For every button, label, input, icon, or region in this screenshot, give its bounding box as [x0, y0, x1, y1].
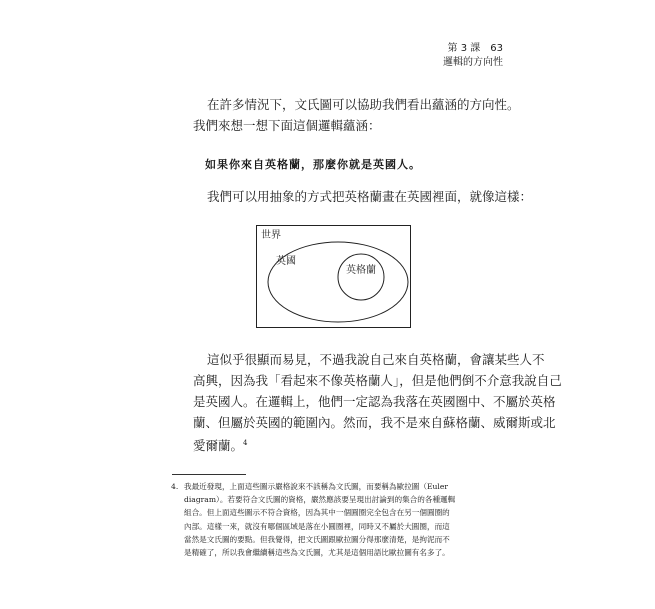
paragraph-line-4: 蘭、但屬於英國的範圍內。然而，我不是來自蘇格蘭、威爾斯或北 [193, 415, 556, 430]
chapter-label: 第 3 課 [447, 43, 481, 54]
footnote-line-2: diagram）。若要符合文氏圖的資格，嚴然應該要呈現出討論到的集合的各種邏輯 [184, 495, 456, 505]
footnote-line-4: 內部。這樣一來，就沒有哪個區域是落在小圓圈裡，同時又不屬於大圓圈，而這 [184, 521, 450, 531]
footnote-line-5: 當然是文氏圖的要點。但我覺得，把文氏圖跟歐拉圖分得那麼清楚，是拘泥而不 [184, 534, 450, 544]
uk-ellipse [268, 242, 408, 322]
paragraph-line-3: 是英國人。在邏輯上，他們一定認為我落在英國圈中、不屬於英格 [193, 394, 556, 409]
world-label: 世界 [261, 230, 281, 241]
footnote-reference: 4 [243, 439, 248, 447]
paragraph-line-5-text: 愛爾蘭。 [193, 438, 244, 454]
implication-quote: 如果你來自英格蘭，那麼你就是英國人。 [205, 158, 421, 171]
england-label: 英格蘭 [346, 265, 376, 276]
intro-line-1: 在許多情況下，文氏圖可以協助我們看出蘊涵的方向性。 [207, 97, 520, 112]
venn-diagram [256, 225, 412, 329]
intro-line-2: 我們來想一想下面這個邏輯蘊涵： [193, 118, 381, 133]
paragraph-line-5 [193, 433, 247, 456]
abstract-line: 我們可以用抽象的方式把英格蘭畫在英國裡面，就像這樣： [207, 189, 533, 204]
chapter-title: 邏輯的方向性 [443, 57, 503, 68]
england-circle [338, 254, 384, 300]
footnote-line-3: 組合。但上面這些圖示不符合資格，因為其中一個圓圈完全包含在另一個圓圈的 [184, 508, 450, 518]
uk-label: 英國 [276, 256, 296, 267]
footnote-line-6: 是精確了，所以我會繼續稱這些為文氏圖，尤其是這個用語比歐拉圖有名多了。 [184, 548, 450, 558]
footnote-number: 4. [171, 482, 179, 491]
header-top-line [443, 42, 503, 56]
paragraph-line-2: 高興，因為我「看起來不像英格蘭人」，但是他們倒不介意我說自己 [193, 373, 562, 388]
footnote-line-1: 我最近發現，上面這些圖示嚴格說來不該稱為文氏圖，而要稱為歐拉圖（Euler [184, 482, 448, 491]
page-number: 63 [490, 43, 503, 54]
paragraph-line-1: 這似乎很顯而易見，不過我說自己來自英格蘭，會讓某些人不 [207, 352, 545, 367]
running-header [443, 42, 503, 70]
footnote [171, 480, 496, 559]
footnote-divider [172, 474, 246, 475]
